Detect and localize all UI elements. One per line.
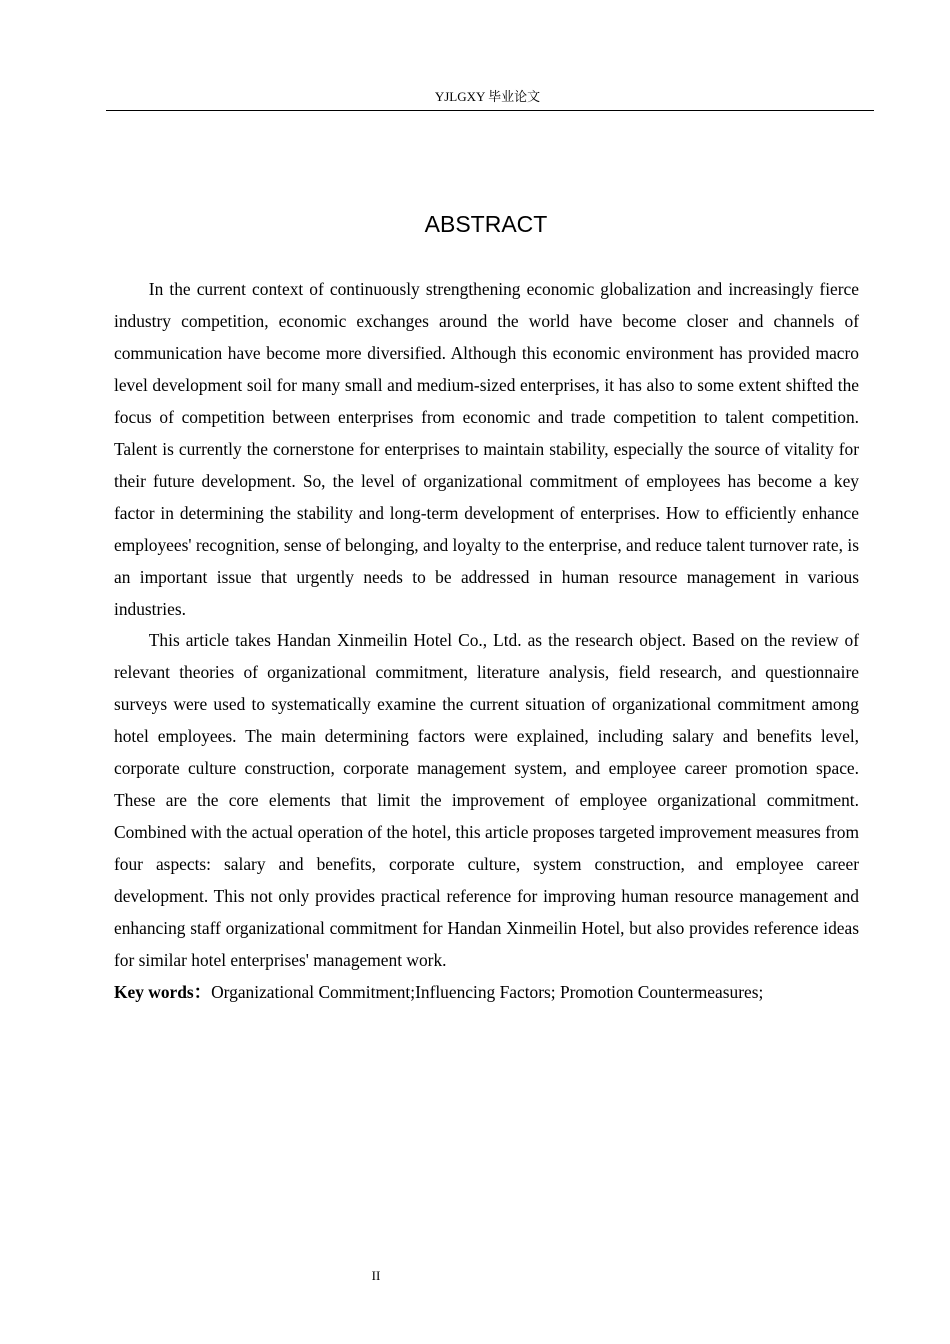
abstract-body bbox=[114, 274, 859, 1009]
abstract-paragraph-1: In the current context of continuously strengthening economic globalization and increasingly fierce industry competition, economic exchanges around the world have become closer and channels of communication have become more diversified. Although this economic environment has provided macro level development soil for many small and medium-sized enterprises, it has also to some extent shifted the focus of competition between enterprises from economic and trade competition to talent competition. Talent is currently the cornerstone for enterprises to maintain stability, especially the source of vitality for their future development. So, the level of organizational commitment of employees has become a key factor in determining the stability and long-term development of enterprises. How to efficiently enhance employees' recognition, sense of belonging, and loyalty to the enterprise, and reduce talent turnover rate, is an important issue that urgently needs to be addressed in human resource management in various industries. bbox=[114, 279, 859, 619]
keywords-line bbox=[114, 977, 859, 1009]
keywords-label: Key words： bbox=[114, 981, 212, 1002]
abstract-title: ABSTRACT bbox=[424, 211, 548, 237]
page-number: II bbox=[371, 1268, 381, 1283]
running-header: YJLGXY 毕业论文 bbox=[434, 89, 541, 104]
abstract-paragraph-2: This article takes Handan Xinmeilin Hotel Co., Ltd. as the research object. Based on the review of relevant theories of organizational commitment, literature analysis, field research, and questionnaire surveys were used to systematically examine the current situation of organizational commitment among hotel employees. The main determining factors were explained, including salary and benefits level, corporate culture construction, corporate management system, and employee career promotion space. These are the core elements that limit the improvement of employee organizational commitment. Combined with the actual operation of the hotel, this article proposes targeted improvement measures from four aspects: salary and benefits, corporate culture, system construction, and employee career development. This not only provides practical reference for improving human resource management and enhancing staff organizational commitment for Handan Xinmeilin Hotel, but also provides reference ideas for similar hotel enterprises' management work. bbox=[114, 630, 859, 971]
keywords-text: Organizational Commitment;Influencing Factors; Promotion Countermeasures; bbox=[211, 981, 764, 1002]
header-divider bbox=[106, 110, 874, 111]
